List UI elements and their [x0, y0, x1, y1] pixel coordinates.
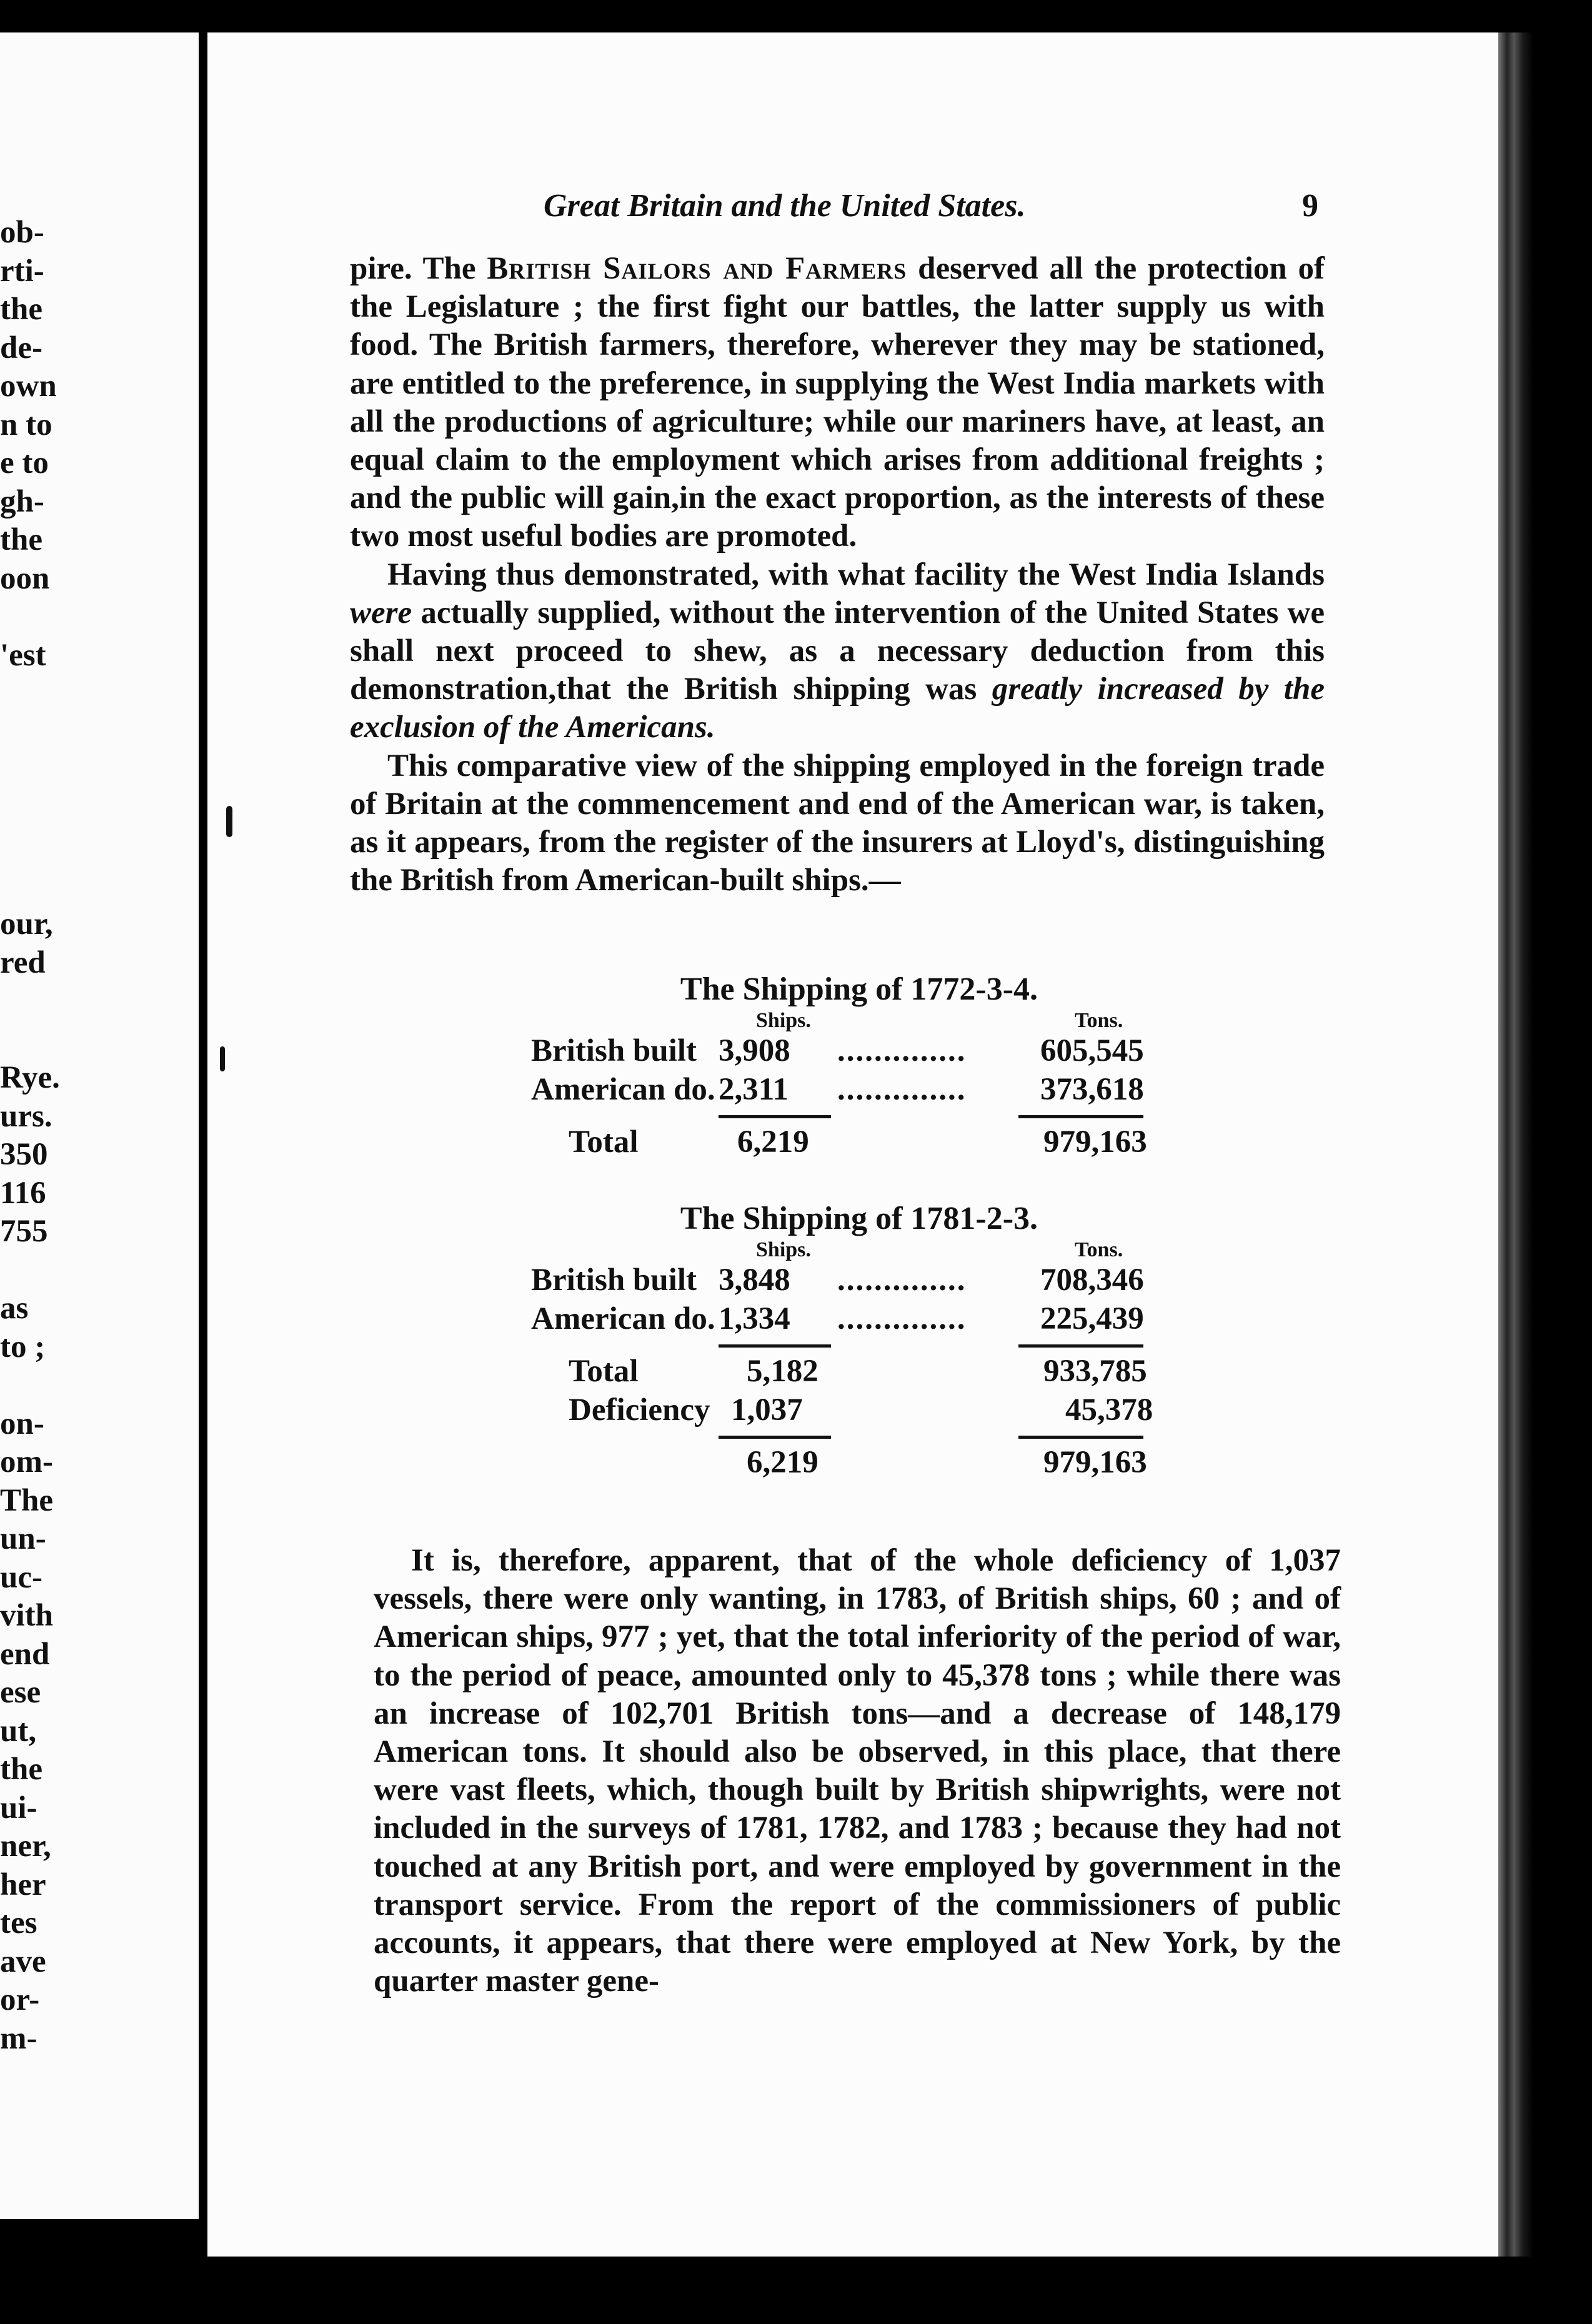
- body-text: [350, 250, 1325, 900]
- row-tons: 373,618: [1040, 1072, 1144, 1107]
- row-tons: 708,346: [1040, 1263, 1144, 1298]
- row-ships: 3,908: [719, 1033, 790, 1068]
- total-label: Total: [569, 1125, 639, 1160]
- left-fragment: our,: [0, 906, 53, 941]
- paragraph-4: It is, therefore, apparent, that of the whole deficiency of 1,037 vessels, there were only wanting, in 1783, of British ships, 60 ; and of American ships, 977 ; yet, that the total inferiority of the period of war, to the period of peace, amounted only to 45,378 tons ; while there was an increase of 102,701 British tons—and a decrease of 148,179 American tons. It should also be observed, in this place, that there were vast fleets, which, though built by British shipwrights, were not included in the surveys of 1781, 1782, and 1783 ; because they had not touched at any British port, and were employed by government in the transport service. From the report of the commissioners of public accounts, it appears, that there were employed at New York, by the quarter master gene-: [374, 1543, 1341, 1999]
- p1-small-caps: British Sailors and Farmers: [487, 251, 907, 286]
- left-fragment: Rye.: [0, 1060, 60, 1095]
- row-label: American do.: [531, 1301, 715, 1336]
- row-ships: 2,311: [719, 1072, 789, 1107]
- row-label: American do.: [531, 1072, 715, 1107]
- total-tons: 933,785: [1043, 1354, 1147, 1389]
- left-fragment: rti-: [0, 253, 44, 289]
- p1-lead: pire. The: [350, 251, 487, 286]
- book-gutter: [199, 0, 207, 2324]
- left-fragment: or-: [0, 1982, 40, 2017]
- left-fragment: vith: [0, 1598, 54, 1633]
- paragraph-2: [350, 556, 1325, 747]
- left-fragment: 755: [0, 1214, 48, 1249]
- sum-rule: [531, 1338, 1187, 1352]
- left-fragment: to ;: [0, 1329, 46, 1364]
- row-label: British built: [531, 1263, 697, 1298]
- row-dots: ..............: [837, 1072, 967, 1107]
- total-ships: 6,219: [737, 1125, 809, 1160]
- row-tons: 605,545: [1040, 1033, 1144, 1068]
- shipping-table-1772: [531, 970, 1187, 1161]
- p2-b: actually supplied, without the intervention of the United States we shall next proceed to shew, as a necessary deduction from this demonstration,that the British shipping was: [350, 595, 1325, 707]
- background-right: [1533, 0, 1592, 2324]
- col-ships: Ships.: [756, 1238, 811, 1261]
- left-fragment: om-: [0, 1444, 53, 1479]
- running-header: [544, 187, 1318, 237]
- deficiency-label: Deficiency: [569, 1393, 710, 1428]
- left-fragment: ui-: [0, 1790, 37, 1825]
- left-fragment: [0, 867, 62, 906]
- p2-italic-2: greatly increased by the exclusion of the Americans.: [350, 672, 1325, 745]
- left-fragment: n to: [0, 407, 52, 442]
- col-tons: Tons.: [1075, 1009, 1123, 1032]
- left-fragment: red: [0, 945, 46, 980]
- col-ships: Ships.: [756, 1009, 811, 1032]
- row-dots: ..............: [837, 1263, 967, 1298]
- left-fragment: the: [0, 1752, 42, 1787]
- left-fragment: [0, 1366, 62, 1405]
- p2-a: Having thus demonstrated, with what facility the West India Islands: [387, 557, 1325, 592]
- left-fragment: [0, 790, 62, 829]
- left-fragment: [0, 752, 62, 790]
- table-row: [531, 1261, 1187, 1299]
- col-tons: Tons.: [1075, 1238, 1123, 1261]
- row-ships: 1,334: [719, 1301, 790, 1336]
- left-fragment: the: [0, 522, 42, 557]
- left-fragment: her: [0, 1867, 46, 1902]
- left-fragment: on-: [0, 1406, 44, 1441]
- left-page-fragments: [0, 214, 62, 2058]
- left-fragment: ob-: [0, 215, 44, 250]
- left-fragment: own: [0, 369, 57, 404]
- deficiency-tons: 45,378: [1065, 1393, 1153, 1428]
- total-label: Total: [569, 1354, 639, 1389]
- closing-text: [374, 1542, 1341, 2000]
- left-fragment: as: [0, 1291, 29, 1326]
- left-fragment: [0, 598, 62, 637]
- left-fragment: de-: [0, 330, 42, 365]
- left-fragment: [0, 1251, 62, 1290]
- left-fragment: The: [0, 1482, 54, 1518]
- table-title: The Shipping of 1781-2-3.: [680, 1201, 1038, 1236]
- left-fragment: tes: [0, 1905, 37, 1940]
- left-fragment: [0, 675, 62, 713]
- paragraph-1: [350, 250, 1325, 556]
- p1-rest: deserved all the protection of the Legislature ; the first fight our battles, the latter supply us with food. The British farmers, therefore, wherever they may be stationed, are entitled to the preference, in supplying the West India markets with all the productions of agriculture; while our mariners have, at least, an equal claim to the employment which arises from additional freights ; and the public will gain,in the exact proportion, as the interests of these two most useful bodies are promoted.: [350, 251, 1325, 554]
- table-header: [531, 1009, 1187, 1031]
- table-grand-total-row: [531, 1443, 1187, 1482]
- left-fragment: un-: [0, 1521, 46, 1556]
- running-title: Great Britain and the United States.: [544, 188, 1026, 224]
- paragraph-3: This comparative view of the shipping employed in the foreign trade of Britain at the commencement and end of the American war, is taken, as it appears, from the register of the insurers at Lloyd's, distinguishing the British from American-built ships.—: [350, 748, 1325, 898]
- row-ships: 3,848: [719, 1263, 790, 1298]
- left-fragment: end: [0, 1636, 50, 1672]
- page-number: 9: [1302, 188, 1318, 224]
- table-deficiency-row: [531, 1391, 1187, 1429]
- left-fragment: e to: [0, 445, 49, 480]
- left-fragment: gh-: [0, 484, 44, 519]
- left-fragment: [0, 828, 62, 867]
- left-fragment: 'est: [0, 637, 46, 673]
- left-fragment: [0, 713, 62, 752]
- row-dots: ..............: [837, 1033, 967, 1068]
- left-fragment: ave: [0, 1944, 46, 1979]
- row-tons: 225,439: [1040, 1301, 1144, 1336]
- left-fragment: the: [0, 292, 42, 327]
- deficiency-ships: 1,037: [731, 1393, 803, 1428]
- table-header: [531, 1238, 1187, 1261]
- row-dots: ..............: [837, 1301, 967, 1336]
- table-row: [531, 1031, 1187, 1070]
- sum-rule: [531, 1109, 1187, 1123]
- left-fragment: ut,: [0, 1713, 37, 1749]
- left-fragment: 116: [0, 1175, 46, 1211]
- left-fragment: 350: [0, 1137, 48, 1172]
- left-fragment: [0, 982, 62, 1021]
- table-row: [531, 1070, 1187, 1109]
- left-fragment: urs.: [0, 1098, 52, 1134]
- shipping-table-1781: [531, 1199, 1187, 1482]
- left-fragment: ner,: [0, 1829, 51, 1864]
- left-fragment: [0, 1021, 62, 1060]
- p2-italic-1: were: [350, 595, 412, 630]
- table-total-row: [531, 1123, 1187, 1161]
- left-fragment: uc-: [0, 1559, 42, 1595]
- total-tons: 979,163: [1043, 1125, 1147, 1160]
- table-row: [531, 1299, 1187, 1338]
- left-fragment: m-: [0, 2020, 37, 2056]
- sum-rule: [531, 1429, 1187, 1443]
- table-title: The Shipping of 1772-3-4.: [680, 971, 1038, 1007]
- total-ships: 5,182: [747, 1354, 818, 1389]
- left-page: [0, 32, 199, 2219]
- margin-mark: [226, 806, 232, 837]
- table-total-row: [531, 1352, 1187, 1391]
- left-fragment: ese: [0, 1675, 41, 1710]
- left-fragment: oon: [0, 560, 50, 596]
- grand-ships: 6,219: [747, 1445, 818, 1480]
- margin-mark: [220, 1046, 225, 1071]
- row-label: British built: [531, 1033, 697, 1068]
- grand-tons: 979,163: [1043, 1445, 1147, 1480]
- page-edge: [1498, 32, 1533, 2257]
